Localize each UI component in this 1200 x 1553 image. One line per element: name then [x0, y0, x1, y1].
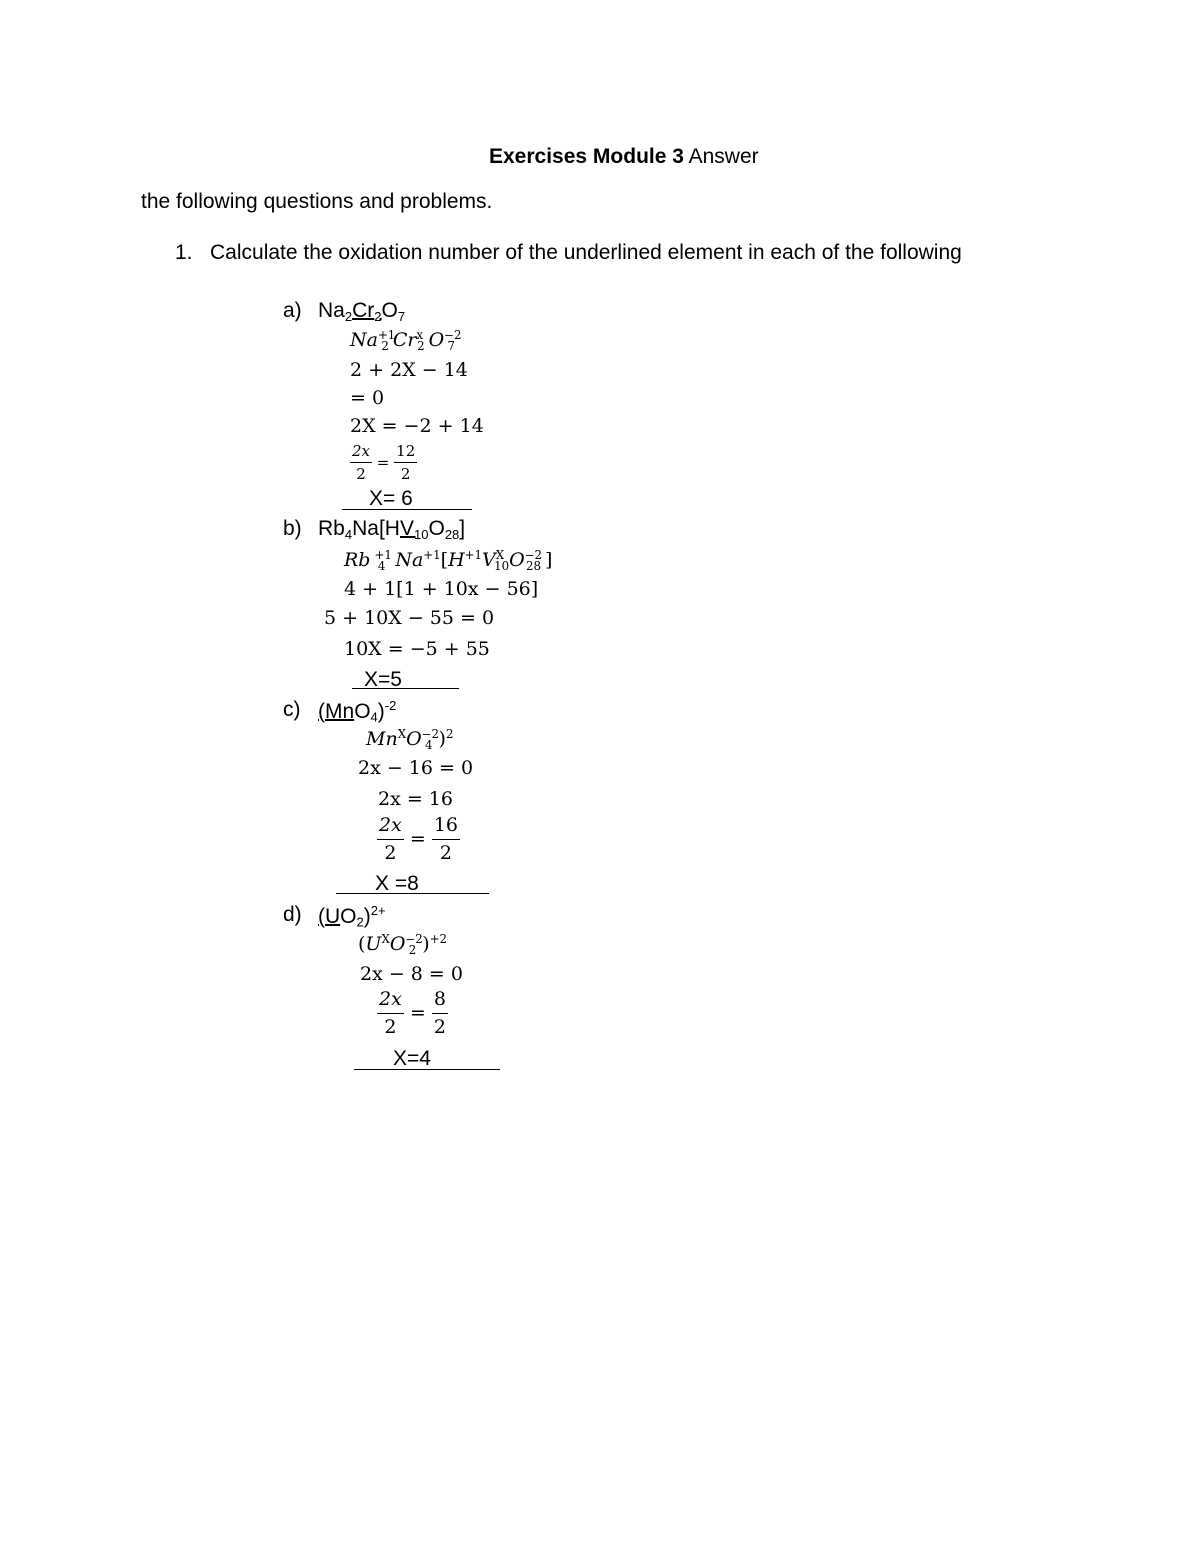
underlined-element	[318, 905, 340, 928]
formula-part: ]	[459, 517, 466, 540]
fraction	[377, 989, 404, 1039]
part-d-compound	[318, 904, 386, 929]
fraction-denominator: 2	[439, 841, 452, 864]
formula-subscript: 2	[356, 914, 364, 930]
math-element: V	[482, 549, 496, 572]
math-superscript: x	[416, 328, 424, 342]
page-title	[489, 146, 759, 167]
formula-part: )	[363, 904, 371, 928]
math-superscript: X	[397, 727, 407, 741]
formula-part: (	[318, 699, 325, 723]
math-superscript: +2	[429, 932, 448, 946]
fraction-numerator: 2x	[350, 443, 372, 463]
math-subscript: 4	[425, 737, 433, 752]
formula-part: O	[381, 299, 398, 322]
math-bracket: (	[358, 933, 366, 956]
math-element: Mn	[366, 728, 398, 751]
fraction-denominator: 2	[400, 465, 411, 484]
part-c-compound	[318, 699, 396, 724]
part-c-answer: X =8	[375, 872, 419, 895]
intro-text: the following questions and problems.	[141, 190, 493, 213]
part-d-label: d)	[283, 903, 302, 926]
math-subscript: 2	[417, 338, 425, 353]
formula-part: O	[428, 517, 445, 540]
formula-part: Rb	[318, 517, 345, 540]
title-rest: Answer	[683, 145, 759, 168]
formula-superscript: -2	[384, 698, 397, 713]
math-bracket: [	[440, 549, 449, 572]
part-a-line3: 2X = −2 + 14	[350, 415, 484, 437]
part-a-line1: 2 + 2X − 14	[350, 359, 468, 381]
fraction-numerator: 2x	[377, 815, 404, 840]
part-b-line3: 10X = −5 + 55	[344, 638, 490, 660]
formula-subscript: 2	[374, 308, 382, 324]
formula-part: O	[340, 904, 357, 928]
part-b-line2: 5 + 10X − 55 = 0	[324, 607, 495, 629]
formula-subscript: 7	[397, 308, 406, 324]
part-a-answer: X= 6	[369, 487, 413, 510]
math-subscript: 10	[494, 558, 510, 573]
part-c-line2: 2x = 16	[378, 788, 453, 810]
math-superscript: +1	[374, 548, 392, 562]
part-b-assignment	[344, 550, 552, 572]
equals-sign: =	[409, 827, 426, 850]
formula-part: O	[354, 699, 371, 723]
title-bold: Exercises Module 3	[489, 145, 684, 168]
formula-subscript: 2	[344, 308, 353, 324]
formula-superscript: 2+	[370, 903, 386, 918]
part-c-line1: 2x − 16 = 0	[358, 757, 474, 779]
math-subscript: 7	[447, 338, 456, 353]
question-number: 1.	[175, 241, 193, 264]
underlined-element	[318, 700, 354, 723]
math-superscript: −2	[524, 548, 543, 562]
math-subscript: 2	[408, 942, 417, 957]
fraction	[350, 443, 372, 484]
math-superscript: 2	[445, 727, 454, 741]
part-b-line1: 4 + 1[1 + 10x − 56]	[344, 578, 539, 600]
underlined-element	[400, 517, 429, 540]
part-d-line1: 2x − 8 = 0	[360, 963, 463, 985]
fraction-numerator: 2x	[377, 989, 404, 1014]
formula-subscript: 28	[444, 526, 460, 542]
math-superscript: −2	[405, 932, 423, 946]
math-subscript: 28	[526, 558, 542, 573]
formula-part: Na	[318, 299, 345, 322]
part-d-fraction-eq	[377, 989, 448, 1039]
part-d-answer: X=4	[393, 1047, 431, 1070]
math-subscript: 2	[381, 338, 389, 353]
math-element: Rb	[344, 549, 371, 572]
part-c-assignment	[366, 729, 453, 751]
formula-subscript: 10	[413, 526, 429, 542]
answer-underline	[354, 1069, 500, 1070]
formula-subscript: 4	[344, 526, 353, 542]
part-b-label: b)	[283, 517, 302, 540]
formula-subscript: 4	[370, 709, 378, 725]
math-superscript: X	[381, 932, 390, 946]
fraction-denominator: 2	[384, 1015, 397, 1038]
part-a-assignment	[350, 328, 462, 353]
math-superscript: +1	[464, 548, 482, 562]
math-element: U	[365, 933, 382, 956]
formula-part: (	[318, 904, 325, 928]
formula-part: U	[325, 904, 341, 928]
part-c-label: c)	[283, 698, 301, 721]
underlined-element	[352, 299, 381, 322]
math-element: Na	[395, 549, 424, 572]
math-superscript: −2	[444, 328, 462, 342]
fraction-numerator: 8	[432, 989, 448, 1014]
formula-part: Cr	[352, 299, 375, 322]
part-d-assignment	[358, 934, 447, 956]
answer-underline	[352, 688, 459, 689]
equals-sign: =	[409, 1001, 426, 1024]
math-superscript: +1	[423, 548, 441, 562]
math-element: O	[406, 728, 422, 751]
math-bracket: ]	[545, 549, 553, 572]
math-superscript: −2	[421, 727, 440, 741]
fraction-denominator: 2	[384, 841, 397, 864]
question-text: Calculate the oxidation number of the underlined element in each of the following	[210, 241, 962, 264]
math-element: O	[509, 549, 525, 572]
fraction-denominator: 2	[433, 1015, 446, 1038]
fraction	[394, 443, 417, 484]
fraction	[432, 815, 460, 865]
part-a-label: a)	[283, 299, 302, 322]
fraction-denominator: 2	[356, 465, 366, 484]
part-b-answer: X=5	[364, 668, 402, 691]
formula-part: Na[H	[352, 517, 400, 540]
part-a-fraction-eq	[350, 443, 417, 484]
part-a-line2: = 0	[350, 387, 385, 409]
equals-sign: =	[376, 453, 390, 472]
part-c-fraction-eq	[377, 815, 460, 865]
answer-underline	[342, 509, 472, 510]
part-a-compound	[318, 300, 405, 323]
math-element: O	[428, 329, 445, 352]
formula-part: )	[377, 699, 385, 723]
answer-underline	[336, 893, 489, 894]
fraction	[432, 989, 448, 1039]
math-superscript: X	[495, 548, 505, 562]
formula-part: Mn	[325, 699, 355, 723]
math-element: H	[448, 549, 465, 572]
part-b-compound	[318, 518, 465, 541]
math-element: O	[389, 933, 406, 956]
fraction	[377, 815, 404, 865]
fraction-numerator: 12	[394, 443, 417, 463]
formula-part: V	[399, 517, 414, 540]
math-superscript: +1	[377, 328, 396, 342]
math-bracket: )	[422, 933, 430, 956]
math-element: Cr	[392, 329, 417, 352]
math-subscript: 4	[377, 558, 386, 573]
math-element: Na	[350, 329, 378, 352]
math-bracket: )	[438, 728, 446, 751]
fraction-numerator: 16	[432, 815, 460, 840]
